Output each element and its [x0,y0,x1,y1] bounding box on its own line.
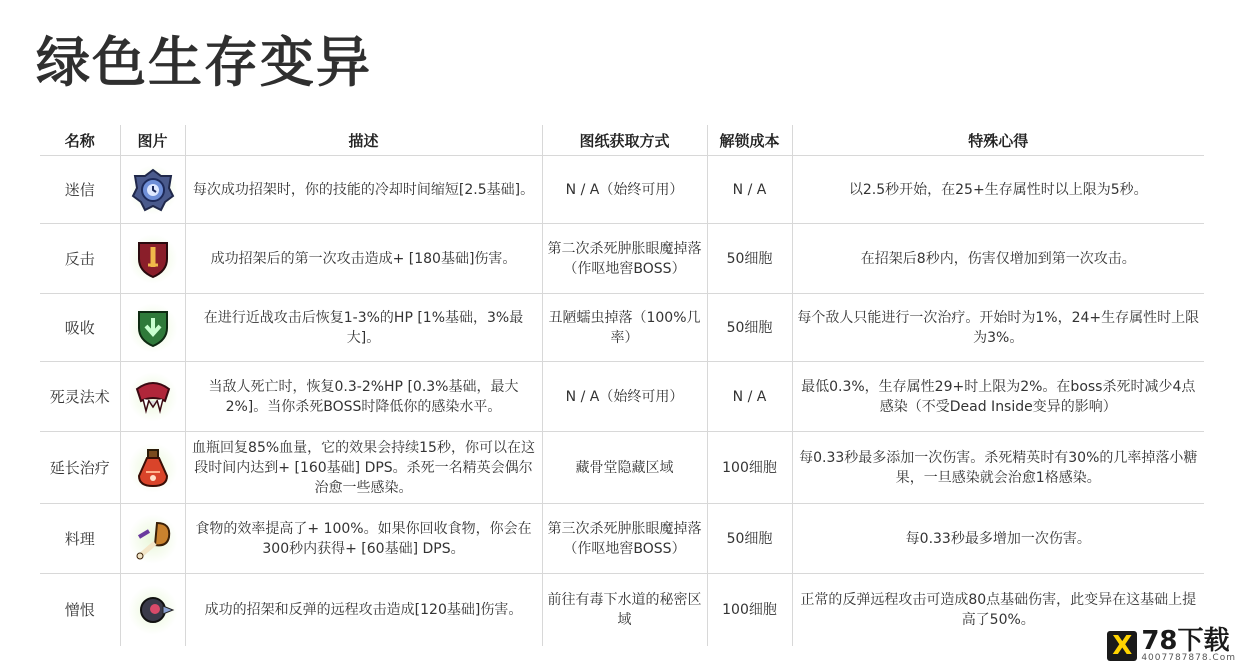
mutation-cost: N / A [707,156,792,224]
red-fangs-icon [128,372,178,422]
header-image: 图片 [120,125,185,156]
mutation-description: 血瓶回复85%血量，它的效果会持续15秒，你可以在这段时间内达到+ [160基础] DPS。杀死一名精英会偶尔治愈一些感染。 [185,432,542,504]
dark-eye-projectile-icon [128,585,178,635]
mutation-name: 迷信 [40,156,120,224]
watermark-text: 78下载 [1141,626,1230,656]
mutation-blueprint: 第二次杀死肿胀眼魔掉落（作呕地窖BOSS） [542,224,707,294]
header-name: 名称 [40,125,120,156]
mutation-cost: 50细胞 [707,294,792,362]
mutation-notes: 每0.33秒最多增加一次伤害。 [792,504,1204,574]
mutation-description: 在进行近战攻击后恢复1-3%的HP [1%基础，3%最大]。 [185,294,542,362]
header-notes: 特殊心得 [792,125,1204,156]
table-row [40,574,1204,646]
header-cost: 解锁成本 [707,125,792,156]
table-row [40,156,1204,224]
mutation-table [40,125,1204,646]
food-drumstick-icon [128,514,178,564]
mutation-name: 憎恨 [40,574,120,646]
mutation-description: 当敌人死亡时，恢复0.3-2%HP [0.3%基础，最大2%]。当你杀死BOSS时降低你的感染水平。 [185,362,542,432]
mutation-notes: 每0.33秒最多添加一次伤害。杀死精英时有30%的几率掉落小糖果，一旦感染就会治愈1格感染。 [792,432,1204,504]
mutation-cost: 50细胞 [707,224,792,294]
header-description: 描述 [185,125,542,156]
table-row [40,504,1204,574]
red-potion-flask-icon [128,443,178,493]
mutation-description: 每次成功招架时，你的技能的冷却时间缩短[2.5基础]。 [185,156,542,224]
mutation-name: 死灵法术 [40,362,120,432]
header-blueprint: 图纸获取方式 [542,125,707,156]
mutation-cost: N / A [707,362,792,432]
red-shield-sword-icon [128,234,178,284]
mutation-blueprint: 藏骨堂隐藏区域 [542,432,707,504]
mutation-description: 成功招架后的第一次攻击造成+ [180基础]伤害。 [185,224,542,294]
green-shield-arrow-icon [128,303,178,353]
mutation-name: 吸收 [40,294,120,362]
site-watermark [1107,626,1236,663]
table-row [40,224,1204,294]
mutation-notes: 正常的反弹远程攻击可造成80点基础伤害，此变异在这基础上提高了50%。 [800,591,1197,628]
mutation-blueprint: 丑陋蠕虫掉落（100%几率） [542,294,707,362]
mutation-notes: 以2.5秒开始，在25+生存属性时以上限为5秒。 [792,156,1204,224]
blue-clock-shield-icon [128,165,178,215]
table-header-row [40,125,1204,156]
page-title: 绿色生存变异 [36,31,372,94]
mutation-name: 料理 [40,504,120,574]
mutation-notes: 每个敌人只能进行一次治疗。开始时为1%，24+生存属性时上限为3%。 [792,294,1204,362]
watermark-url: 4007787878.Com [1141,653,1236,663]
mutation-notes: 最低0.3%，生存属性29+时上限为2%。在boss杀死时减少4点感染（不受Dead Inside变异的影响） [792,362,1204,432]
mutation-blueprint: 前往有毒下水道的秘密区域 [542,574,707,646]
table-row [40,294,1204,362]
mutation-name: 反击 [40,224,120,294]
mutation-blueprint: N / A（始终可用） [542,362,707,432]
mutation-blueprint: 第三次杀死肿胀眼魔掉落（作呕地窖BOSS） [542,504,707,574]
mutation-cost: 100细胞 [707,432,792,504]
table-row [40,432,1204,504]
watermark-logo: X [1107,631,1137,661]
mutation-blueprint: N / A（始终可用） [542,156,707,224]
mutation-cost: 100细胞 [707,574,792,646]
mutation-name: 延长治疗 [40,432,120,504]
mutation-description: 食物的效率提高了+ 100%。如果你回收食物，你会在300秒内获得+ [60基础] DPS。 [185,504,542,574]
mutation-description: 成功的招架和反弹的远程攻击造成[120基础]伤害。 [185,574,542,646]
mutation-notes: 在招架后8秒内，伤害仅增加到第一次攻击。 [792,224,1204,294]
mutation-cost: 50细胞 [707,504,792,574]
table-row [40,362,1204,432]
